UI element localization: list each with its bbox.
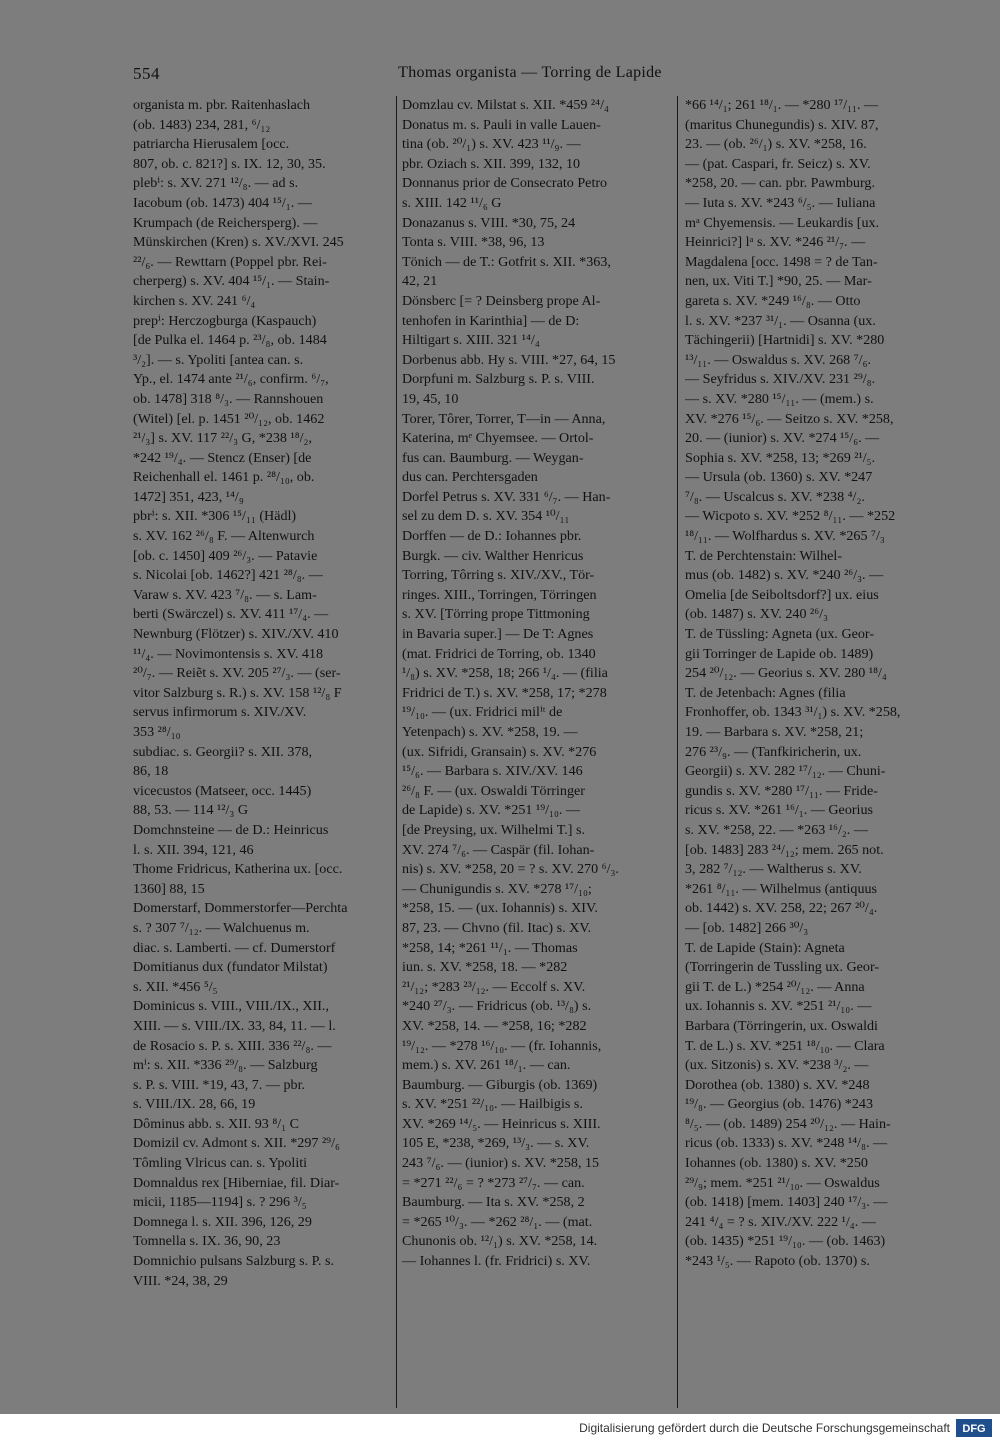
text-line: ²²/₆. — Rewttarn (Poppel pbr. Rei- xyxy=(133,253,327,270)
text-line: prepⁱ: Herczogburga (Kaspauch) xyxy=(133,312,317,329)
text-line: ²¹/₁₂; *283 ²³/₁₂. — Eccolf s. XV. xyxy=(402,978,586,995)
text-line: l. s. XII. 394, 121, 46 xyxy=(133,841,254,858)
dfg-logo-icon xyxy=(956,1419,992,1437)
text-line: organista m. pbr. Raitenhaslach xyxy=(133,97,311,113)
text-line: Fridrici de T.) s. XV. *258, 17; *278 xyxy=(402,684,607,701)
text-column-middle xyxy=(402,96,668,1272)
text-line: mem.) s. XV. 261 ¹⁸/₁. — can. xyxy=(402,1057,571,1074)
text-line: Varaw s. XV. 423 ⁷/₈. — s. Lam- xyxy=(133,586,317,603)
text-line: Heinrici?] lᵃ s. XV. *246 ²¹/₇. — xyxy=(685,234,866,251)
text-line: (Torringerin de Tussling ux. Geor- xyxy=(685,959,880,976)
text-line: ¹⁹/₁₂. — *278 ¹⁶/₁₀. — (fr. Iohannis, xyxy=(402,1037,602,1054)
text-line: *258, 14; *261 ¹¹/₁. — Thomas xyxy=(402,939,578,956)
text-line: vicecustos (Matseer, occ. 1445) xyxy=(133,782,312,799)
text-line: Tächingerii) [Hartnidi] s. XV. *280 xyxy=(685,332,885,349)
text-line: ¹³/₁₁. — Oswaldus s. XV. 268 ⁷/₆. xyxy=(685,351,872,368)
text-line: s. ? 307 ⁷/₁₂. — Walchuenus m. xyxy=(133,919,310,936)
text-line: *258, 20. — can. pbr. Pawmburg. xyxy=(685,175,875,192)
text-line: s. XIII. 142 ¹¹/₆ G xyxy=(402,194,502,211)
page-number: 554 xyxy=(133,64,160,83)
text-line: 87, 23. — Chvno (fil. Itac) s. XV. xyxy=(402,919,592,936)
text-line: de Lapide) s. XV. *251 ¹⁹/₁₀. — xyxy=(402,802,581,819)
text-line: diac. s. Lamberti. — cf. Dumerstorf xyxy=(133,939,336,956)
text-line: T. de Lapide (Stain): Agneta xyxy=(685,939,845,956)
text-line: mᵃ Chyemensis. — Leukardis [ux. xyxy=(685,214,880,231)
text-line: cherperg) s. XV. 404 ¹⁵/₁. — Stain- xyxy=(133,273,330,290)
text-line: kirchen s. XV. 241 ⁶/₄ xyxy=(133,292,256,309)
text-line: Dorpfuni m. Salzburg s. P. s. VIII. xyxy=(402,371,595,388)
text-line: ¹⁹/₁₀. — (ux. Fridrici milⁱᵗ de xyxy=(402,704,563,721)
text-line: ricus s. XV. *261 ¹⁶/₁. — Georius xyxy=(685,802,874,819)
text-line: Omelia [de Seiboltsdorf?] ux. eius xyxy=(685,586,879,603)
text-line: ¹⁸/₁₁. — Wolfhardus s. XV. *265 ⁷/₃ xyxy=(685,528,885,545)
text-line: s. XII. *456 ⁵/₅ xyxy=(133,978,218,995)
text-line: Münskirchen (Kren) s. XV./XVI. 245 xyxy=(133,234,344,251)
text-line: tina (ob. ²⁰/₁) s. XV. 423 ¹¹/₉. — xyxy=(402,136,581,153)
text-line: *242 ¹⁹/₄. — Stencz (Enser) [de xyxy=(133,449,312,466)
text-line: gii Torringer de Lapide ob. 1489) xyxy=(685,645,874,662)
text-line: Dorfel Petrus s. XV. 331 ⁶/₇. — Han- xyxy=(402,488,611,505)
text-line: nen, ux. Viti T.] *90, 25. — Mar- xyxy=(685,273,872,290)
text-line: ⁷/₈. — Uscalcus s. XV. *238 ⁴/₂. xyxy=(685,488,865,505)
text-line: Dönsberc [= ? Deinsberg prope Al- xyxy=(402,292,601,309)
text-line: Hiltigart s. XIII. 321 ¹⁴/₄ xyxy=(402,332,540,349)
text-line: de Rosacio s. P. s. XIII. 336 ²²/₈. — xyxy=(133,1037,332,1054)
text-line: 105 E, *238, *269, ¹³/₃. — s. XV. xyxy=(402,1135,590,1152)
text-line: T. de Tüssling: Agneta (ux. Geor- xyxy=(685,626,875,643)
text-line: Domzlau cv. Milstat s. XII. *459 ²⁴/₄ xyxy=(402,97,609,113)
text-line: Chunonis ob. ¹²/₁) s. XV. *258, 14. xyxy=(402,1233,598,1250)
running-title: Thomas organista — Torring de Lapide xyxy=(398,64,662,81)
text-line: ²⁹/₉; mem. *251 ²¹/₁₀. — Oswaldus xyxy=(685,1174,880,1191)
text-line: Donazanus s. VIII. *30, 75, 24 xyxy=(402,214,576,231)
text-line: (ob. 1487) s. XV. 240 ²⁶/₃ xyxy=(685,606,828,623)
text-line: ²⁰/₇. — Reiẽt s. XV. 205 ²⁷/₃. — (ser- xyxy=(133,665,341,682)
text-line: T. de L.) s. XV. *251 ¹⁸/₁₀. — Clara xyxy=(685,1037,885,1054)
text-line: ob. 1442) s. XV. 258, 22; 267 ²⁰/₄. xyxy=(685,900,878,917)
text-line: s. XV. 162 ²⁶/₈ F. — Altenwurch xyxy=(133,528,315,545)
text-line: (ux. Sifridi, Gransain) s. XV. *276 xyxy=(402,743,597,760)
text-line: s. VIII./IX. 28, 66, 19 xyxy=(133,1096,256,1113)
text-line: = *271 ²²/₆ = ? *273 ²⁷/₇. — can. xyxy=(402,1174,585,1191)
text-line: gundis s. XV. *280 ¹⁷/₁₁. — Fride- xyxy=(685,782,878,799)
text-line: ⁸/₅. — (ob. 1489) 254 ²⁰/₁₂. — Hain- xyxy=(685,1115,891,1132)
text-line: = *265 ¹⁰/₃. — *262 ²⁸/₁. — (mat. xyxy=(402,1213,593,1230)
text-line: ¹¹/₄. — Novimontensis s. XV. 418 xyxy=(133,645,324,662)
text-line: (ob. 1435) *251 ¹⁹/₁₀. — (ob. 1463) xyxy=(685,1233,886,1250)
text-line: Domchnsteine — de D.: Heinricus xyxy=(133,821,329,838)
text-line: 353 ²⁸/₁₀ xyxy=(133,724,181,740)
text-line: 241 ⁴/₄ = ? s. XIV./XV. 222 ¹/₄. — xyxy=(685,1213,876,1230)
text-line: 23. — (ob. ²⁶/₁) s. XV. *258, 16. xyxy=(685,136,867,153)
text-line: [ob. 1483] 283 ²⁴/₁₂; mem. 265 not. xyxy=(685,841,884,858)
text-line: T. de Jetenbach: Agnes (filia xyxy=(685,684,846,701)
text-line: Krumpach (de Reichersperg). — xyxy=(133,214,318,231)
page-header xyxy=(0,64,1000,86)
text-line: 254 ²⁰/₁₂. — Georius s. XV. 280 ¹⁸/₄ xyxy=(685,665,887,682)
text-line: XIII. — s. VIII./IX. 33, 84, 11. — l. xyxy=(133,1017,336,1034)
text-line: Donatus m. s. Pauli in valle Lauen- xyxy=(402,116,601,133)
column-divider xyxy=(677,96,678,1408)
text-line: [de Preysing, ux. Wilhelmi T.] s. xyxy=(402,821,586,838)
column-divider xyxy=(396,96,397,1408)
text-line: ux. Iohannis s. XV. *251 ²¹/₁₀. — xyxy=(685,998,872,1015)
text-line: gii T. de L.) *254 ²⁰/₁₂. — Anna xyxy=(685,978,865,995)
text-line: subdiac. s. Georgii? s. XII. 378, xyxy=(133,743,313,760)
footer-bar xyxy=(0,1414,1000,1443)
text-line: 19, 45, 10 xyxy=(402,390,459,407)
text-column-right xyxy=(685,96,928,1272)
text-line: XV. 274 ⁷/₆. — Caspär (fil. Iohan- xyxy=(402,841,595,858)
text-line: berti (Swärczel) s. XV. 411 ¹⁷/₄. — xyxy=(133,606,329,623)
text-line: 19. — Barbara s. XV. *258, 21; xyxy=(685,724,864,740)
text-line: Donnanus prior de Consecrato Petro xyxy=(402,175,608,192)
text-line: ¹⁹/₈. — Georgius (ob. 1476) *243 xyxy=(685,1096,873,1113)
text-line: Baumburg. — Giburgis (ob. 1369) xyxy=(402,1076,598,1093)
text-line: Fronhoffer, ob. 1343 ³¹/₁) s. XV. *258, xyxy=(685,704,901,721)
text-line: pbrⁱ: s. XII. *306 ¹⁵/₁₁ (Hädl) xyxy=(133,508,297,525)
text-line: (mat. Fridrici de Torring, ob. 1340 xyxy=(402,645,596,662)
text-line: 3, 282 ⁷/₁₂. — Waltherus s. XV. xyxy=(685,861,862,878)
text-line: *258, 15. — (ux. Iohannis) s. XIV. xyxy=(402,900,598,917)
text-line: Iohannes (ob. 1380) s. XV. *250 xyxy=(685,1155,868,1172)
text-line: Dôminus abb. s. XII. 93 ⁸/₁ C xyxy=(133,1115,300,1132)
text-line: VIII. *24, 38, 29 xyxy=(133,1272,228,1289)
text-line: — Chunigundis s. XV. *278 ¹⁷/₁₀; xyxy=(402,880,592,897)
text-line: XV. *258, 14. — *258, 16; *282 xyxy=(402,1017,587,1034)
text-line: sel zu dem D. s. XV. 354 ¹⁰/₁₁ xyxy=(402,508,570,525)
text-line: l. s. XV. *237 ³¹/₁. — Osanna (ux. xyxy=(685,312,876,329)
text-line: Thome Fridricus, Katherina ux. [occ. xyxy=(133,861,343,878)
text-line: Domnega l. s. XII. 396, 126, 29 xyxy=(133,1213,312,1230)
text-line: mⁱ: s. XII. *336 ²⁹/₈. — Salzburg xyxy=(133,1057,318,1074)
footer-credit: Digitalisierung gefördert durch die Deutsche Forschungsgemeinschaft xyxy=(579,1421,950,1435)
text-line: (maritus Chunegundis) s. XIV. 87, xyxy=(685,116,879,133)
text-line: iun. s. XV. *258, 18. — *282 xyxy=(402,959,568,976)
text-line: XV. *276 ¹⁵/₆. — Seitzo s. XV. *258, xyxy=(685,410,894,427)
text-line: micii, 1185—1194] s. ? 296 ³/₅ xyxy=(133,1194,307,1211)
text-line: — Iohannes l. (fr. Fridrici) s. XV. xyxy=(402,1253,591,1270)
text-line: ¹/₈) s. XV. *258, 18; 266 ¹/₄. — (filia xyxy=(402,665,608,682)
text-line: 20. — (iunior) s. XV. *274 ¹⁵/₆. — xyxy=(685,430,880,447)
text-line: Magdalena [occ. 1498 = ? de Tan- xyxy=(685,253,878,270)
text-line: s. Nicolai [ob. 1462?] 421 ²⁸/₈. — xyxy=(133,567,323,584)
text-line: Domerstarf, Dommerstorfer—Perchta xyxy=(133,900,348,917)
text-line: Yetenpach) s. XV. *258, 19. — xyxy=(402,724,578,740)
text-line: plebⁱ: s. XV. 271 ¹²/₈. — ad s. xyxy=(133,175,299,192)
text-line: Tönich — de T.: Gotfrit s. XII. *363, xyxy=(402,253,611,270)
text-line: 86, 18 xyxy=(133,763,169,780)
text-line: s. P. s. VIII. *19, 43, 7. — pbr. xyxy=(133,1076,306,1093)
text-line: ²⁶/₈ F. — (ux. Oswaldi Törringer xyxy=(402,782,585,799)
text-line: s. XV. [Törring prope Tittmoning xyxy=(402,606,590,623)
text-line: — Iuta s. XV. *243 ⁶/₅. — Iuliana xyxy=(685,194,876,211)
text-line: [de Pulka el. 1464 p. ²³/₈, ob. 1484 xyxy=(133,332,327,349)
text-line: fus can. Baumburg. — Weygan- xyxy=(402,449,584,466)
text-line: Iacobum (ob. 1473) 404 ¹⁵/₁. — xyxy=(133,194,312,211)
text-line: Domitianus dux (fundator Milstat) xyxy=(133,959,328,976)
text-line: — Seyfridus s. XIV./XV. 231 ²⁹/₈. xyxy=(685,371,876,388)
text-line: Yp., el. 1474 ante ²¹/₆, confirm. ⁶/₇, xyxy=(133,371,329,388)
text-line: — s. XV. *280 ¹⁵/₁₁. — (mem.) s. xyxy=(685,390,874,407)
text-line: Barbara (Törringerin, ux. Oswaldi xyxy=(685,1017,878,1034)
text-line: gareta s. XV. *249 ¹⁶/₈. — Otto xyxy=(685,292,861,309)
text-line: (ob. 1418) [mem. 1403] 240 ¹⁷/₃. — xyxy=(685,1194,888,1211)
text-line: tenhofen in Karinthia] — de D: xyxy=(402,312,580,329)
text-line: Georgii) s. XV. 282 ¹⁷/₁₂. — Chuni- xyxy=(685,763,886,780)
text-line: Dorothea (ob. 1380) s. XV. *248 xyxy=(685,1076,870,1093)
text-line: in Bavaria super.] — De T: Agnes xyxy=(402,626,594,643)
text-line: (ob. 1483) 234, 281, ⁶/₁₂ xyxy=(133,116,271,133)
text-line: ²¹/₃] s. XV. 117 ²²/₃ G, *238 ¹⁸/₂, xyxy=(133,430,312,447)
text-line: 807, ob. c. 821?] s. IX. 12, 30, 35. xyxy=(133,155,326,172)
text-line: Sophia s. XV. *258, 13; *269 ²¹/₅. xyxy=(685,449,876,466)
text-line: vitor Salzburg s. R.) s. XV. 158 ¹²/₈ F xyxy=(133,684,342,701)
text-line: (ux. Sitzonis) s. XV. *238 ³/₂. — xyxy=(685,1057,869,1074)
text-line: 42, 21 xyxy=(402,273,438,290)
text-line: — Ursula (ob. 1360) s. XV. *247 xyxy=(685,469,873,486)
text-line: 88, 53. — 114 ¹²/₃ G xyxy=(133,802,249,819)
text-line: Dorbenus abb. Hy s. VIII. *27, 64, 15 xyxy=(402,351,616,368)
text-line: s. XV. *251 ²²/₁₀. — Hailbigis s. xyxy=(402,1096,583,1113)
text-line: *261 ⁸/₁₁. — Wilhelmus (antiquus xyxy=(685,880,878,897)
text-line: — Wicpoto s. XV. *252 ⁸/₁₁. — *252 xyxy=(685,508,896,525)
text-line: ricus (ob. 1333) s. XV. *248 ¹⁴/₈. — xyxy=(685,1135,888,1152)
text-line: ringes. XIII., Torringen, Törringen xyxy=(402,586,597,603)
text-line: 243 ⁷/₆. — (iunior) s. XV. *258, 15 xyxy=(402,1155,600,1172)
text-line: *243 ¹/₅. — Rapoto (ob. 1370) s. xyxy=(685,1253,870,1270)
text-line: 1360] 88, 15 xyxy=(133,880,205,897)
text-line: Dorffen — de D.: Iohannes pbr. xyxy=(402,528,582,545)
text-line: ¹⁵/₆. — Barbara s. XIV./XV. 146 xyxy=(402,763,583,780)
text-line: T. de Perchtenstain: Wilhel- xyxy=(685,547,843,564)
text-line: Domnichio pulsans Salzburg s. P. s. xyxy=(133,1253,334,1270)
text-line: (Witel) [el. p. 1451 ²⁰/₁₂, ob. 1462 xyxy=(133,410,325,427)
text-line: s. XV. *258, 22. — *263 ¹⁶/₂. — xyxy=(685,821,868,838)
text-line: Reichenhall el. 1461 p. ²⁸/₁₀, ob. xyxy=(133,469,315,486)
text-line: XV. *269 ¹⁴/₅. — Heinricus s. XIII. xyxy=(402,1115,601,1132)
text-line: Domnaldus rex [Hiberniae, fil. Diar- xyxy=(133,1174,340,1191)
text-line: Katerina, mᵉ Chyemsee. — Ortol- xyxy=(402,430,594,447)
text-column-left xyxy=(133,96,390,1291)
text-line: 1472] 351, 423, ¹⁴/₉ xyxy=(133,488,244,505)
text-line: patriarcha Hierusalem [occ. xyxy=(133,136,290,153)
text-line: ob. 1478] 318 ⁸/₃. — Rannshouen xyxy=(133,390,324,407)
text-line: — (pat. Caspari, fr. Seicz) s. XV. xyxy=(685,155,871,172)
text-line: — [ob. 1482] 266 ³⁰/₃ xyxy=(685,919,809,936)
text-line: Newnburg (Flötzer) s. XIV./XV. 410 xyxy=(133,626,339,643)
text-line: Tonta s. VIII. *38, 96, 13 xyxy=(402,234,545,251)
text-line: Baumburg. — Ita s. XV. *258, 2 xyxy=(402,1194,585,1211)
text-line: [ob. c. 1450] 409 ²⁶/₃. — Patavie xyxy=(133,547,318,564)
text-line: Tômling Vlricus can. s. Ypoliti xyxy=(133,1155,308,1172)
text-line: ³/₂]. — s. Ypoliti [antea can. s. xyxy=(133,351,304,368)
text-line: Burgk. — civ. Walther Henricus xyxy=(402,547,584,564)
text-line: servus infirmorum s. XIV./XV. xyxy=(133,704,307,721)
text-line: nis) s. XV. *258, 20 = ? s. XV. 270 ⁶/₃. xyxy=(402,861,619,878)
text-line: Tomnella s. IX. 36, 90, 23 xyxy=(133,1233,281,1250)
text-line: Torring, Tôrring s. XIV./XV., Tör- xyxy=(402,567,595,584)
text-line: *240 ²⁷/₃. — Fridricus (ob. ¹³/₈) s. xyxy=(402,998,592,1015)
text-line: pbr. Oziach s. XII. 399, 132, 10 xyxy=(402,155,581,172)
dfg-logo-text: DFG xyxy=(962,1423,986,1435)
text-line: Domizil cv. Admont s. XII. *297 ²⁹/₆ xyxy=(133,1135,340,1152)
text-line: mus (ob. 1482) s. XV. *240 ²⁶/₃. — xyxy=(685,567,884,584)
text-line: Torer, Tôrer, Torrer, T—in — Anna, xyxy=(402,410,606,427)
text-line: *66 ¹⁴/₁; 261 ¹⁸/₁. — *280 ¹⁷/₁₁. — xyxy=(685,97,879,113)
text-line: dus can. Perchtersgaden xyxy=(402,469,538,486)
text-line: Dominicus s. VIII., VIII./IX., XII., xyxy=(133,998,329,1015)
text-line: 276 ²³/₉. — (Tanfkiricherin, ux. xyxy=(685,743,862,760)
